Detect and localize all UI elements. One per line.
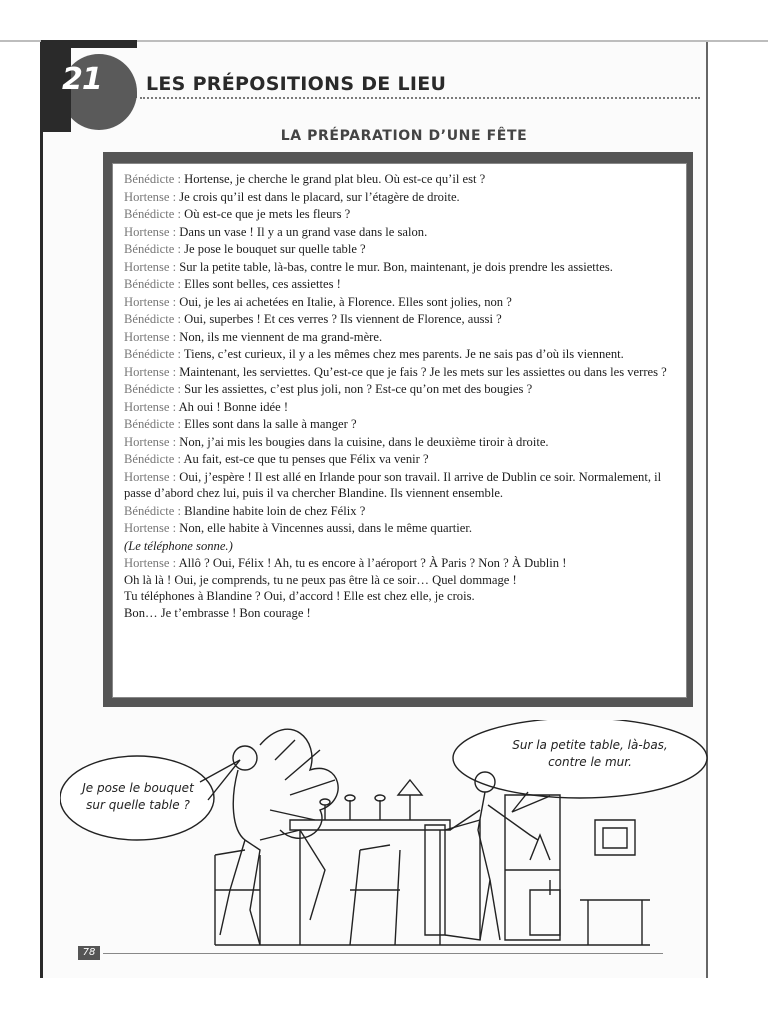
dialogue-text: Tiens, c’est curieux, il y a les mêmes chez mes parents. Je ne sais pas d’où ils viennent. <box>181 347 624 361</box>
dialogue-box <box>112 163 687 698</box>
dialogue-text: Elles sont dans la salle à manger ? <box>181 417 357 431</box>
speaker-name: Hortense : <box>124 364 177 379</box>
dialogue-line <box>124 469 676 502</box>
final-line-text-2: Oh là là ! Oui, je comprends, tu ne peux pas être là ce soir… Quel dommage ! <box>124 572 517 587</box>
speaker-name: Bénédicte : <box>124 347 181 361</box>
speaker-name: Bénédicte : <box>124 312 181 326</box>
speaker-name: Bénédicte : <box>124 172 181 186</box>
final-line-text-4: Bon… Je t’embrasse ! Bon courage ! <box>124 605 311 620</box>
dialogue-line <box>124 364 676 381</box>
dialogue-text: Je pose le bouquet sur quelle table ? <box>181 242 366 256</box>
dialogue-final-line <box>124 555 676 621</box>
dialogue-text: Non, elle habite à Vincennes aussi, dans le même quartier. <box>176 521 473 535</box>
dialogue-line <box>124 294 676 311</box>
dialogue-text: Je crois qu’il est dans le placard, sur l’étagère de droite. <box>176 189 460 204</box>
dialogue-lines <box>124 171 676 537</box>
dialogue-text: Oui, superbes ! Et ces verres ? Ils viennent de Florence, aussi ? <box>181 312 502 326</box>
speaker-name: Hortense : <box>124 189 177 204</box>
dialogue-text: Sur la petite table, là-bas, contre le mur. Bon, maintenant, je dois prendre les assiettes. <box>176 259 613 274</box>
dialogue-text: Blandine habite loin de chez Félix ? <box>181 503 366 518</box>
speaker-name: Bénédicte : <box>124 207 181 221</box>
dialogue-line <box>124 399 676 416</box>
title-divider <box>140 97 700 99</box>
dialogue-line <box>124 416 676 433</box>
dialogue-line <box>124 241 676 258</box>
speaker-name: Bénédicte : <box>124 503 181 518</box>
dialogue-line <box>124 451 676 468</box>
bottom-divider <box>103 953 663 954</box>
dialogue-line <box>124 346 676 363</box>
stage-direction: (Le téléphone sonne.) <box>124 538 233 553</box>
section-title: LA PRÉPARATION D’UNE FÊTE <box>280 128 528 144</box>
bubble-right-line-1: Sur la petite table, là-bas, <box>512 738 668 752</box>
dialogue-text: Non, ils me viennent de ma grand-mère. <box>176 329 383 344</box>
final-line-text-1: Allô ? Oui, Félix ! Ah, tu es encore à l’aéroport ? À Paris ? Non ? À Dublin ! <box>176 556 567 570</box>
speaker-name: Bénédicte : <box>124 452 181 466</box>
dialogue-text: Ah oui ! Bonne idée ! <box>176 399 289 414</box>
dialogue-text: Maintenant, les serviettes. Qu’est-ce que je fais ? Je les mets sur les assiettes ou dans les verres ? <box>176 364 667 379</box>
dialogue-text: Oui, je les ai achetées en Italie, à Florence. Elles sont jolies, non ? <box>176 294 512 309</box>
dialogue-line <box>124 206 676 223</box>
speaker-name: Bénédicte : <box>124 382 181 396</box>
dialogue-text: Hortense, je cherche le grand plat bleu. Où est-ce qu’il est ? <box>181 172 486 186</box>
page-number: 78 <box>82 947 96 958</box>
dialogue-text: Au fait, est-ce que tu penses que Félix va venir ? <box>181 452 429 466</box>
dialogue-line <box>124 381 676 398</box>
dialogue-line <box>124 276 676 293</box>
dialogue-text: Sur les assiettes, c’est plus joli, non ? Est-ce qu’on met des bougies ? <box>181 382 533 396</box>
dialogue-line <box>124 434 676 451</box>
speaker-name: Bénédicte : <box>124 242 181 256</box>
speaker-name: Hortense : <box>124 259 177 274</box>
dialogue-text: Dans un vase ! Il y a un grand vase dans le salon. <box>176 224 428 239</box>
dialogue-text: Elles sont belles, ces assiettes ! <box>181 277 341 291</box>
dialogue-text: Non, j’ai mis les bougies dans la cuisine, dans le deuxième tiroir à droite. <box>176 434 549 449</box>
dialogue-line <box>124 503 676 520</box>
speaker-name: Hortense : <box>124 556 177 570</box>
bubble-right-text <box>490 737 690 771</box>
speaker-name: Hortense : <box>124 294 177 309</box>
speaker-name: Bénédicte : <box>124 277 181 291</box>
speaker-name: Hortense : <box>124 469 177 484</box>
dialogue-line <box>124 224 676 241</box>
speaker-name: Hortense : <box>124 224 177 239</box>
chapter-title: LES PRÉPOSITIONS DE LIEU <box>146 73 447 95</box>
speaker-name: Hortense : <box>124 521 177 535</box>
bubble-left-line-1: Je pose le bouquet <box>82 781 194 795</box>
bubble-left-text <box>63 780 213 814</box>
dialogue-text: Où est-ce que je mets les fleurs ? <box>181 207 351 221</box>
dialogue-line <box>124 259 676 276</box>
bubble-right-line-2: contre le mur. <box>548 755 632 769</box>
lesson-number: 21 <box>62 62 102 97</box>
speaker-name: Hortense : <box>124 399 177 414</box>
speaker-name: Hortense : <box>124 329 177 344</box>
bubble-left-line-2: sur quelle table ? <box>86 798 190 812</box>
dialogue-line <box>124 329 676 346</box>
dialogue-text: Oui, j’espère ! Il est allé en Irlande pour son travail. Il arrive de Dublin ce soir. Normalement, il passe d’abord chez lui, puis il va chercher Blandine. Ils viennent ensemble. <box>124 469 662 500</box>
dialogue-line <box>124 311 676 328</box>
speaker-name: Hortense : <box>124 434 177 449</box>
dialogue-line <box>124 520 676 537</box>
final-line-text-3: Tu téléphones à Blandine ? Oui, d’accord ! Elle est chez elle, je crois. <box>124 589 475 603</box>
dialogue-line <box>124 189 676 206</box>
speaker-name: Bénédicte : <box>124 417 181 431</box>
dialogue-line <box>124 171 676 188</box>
